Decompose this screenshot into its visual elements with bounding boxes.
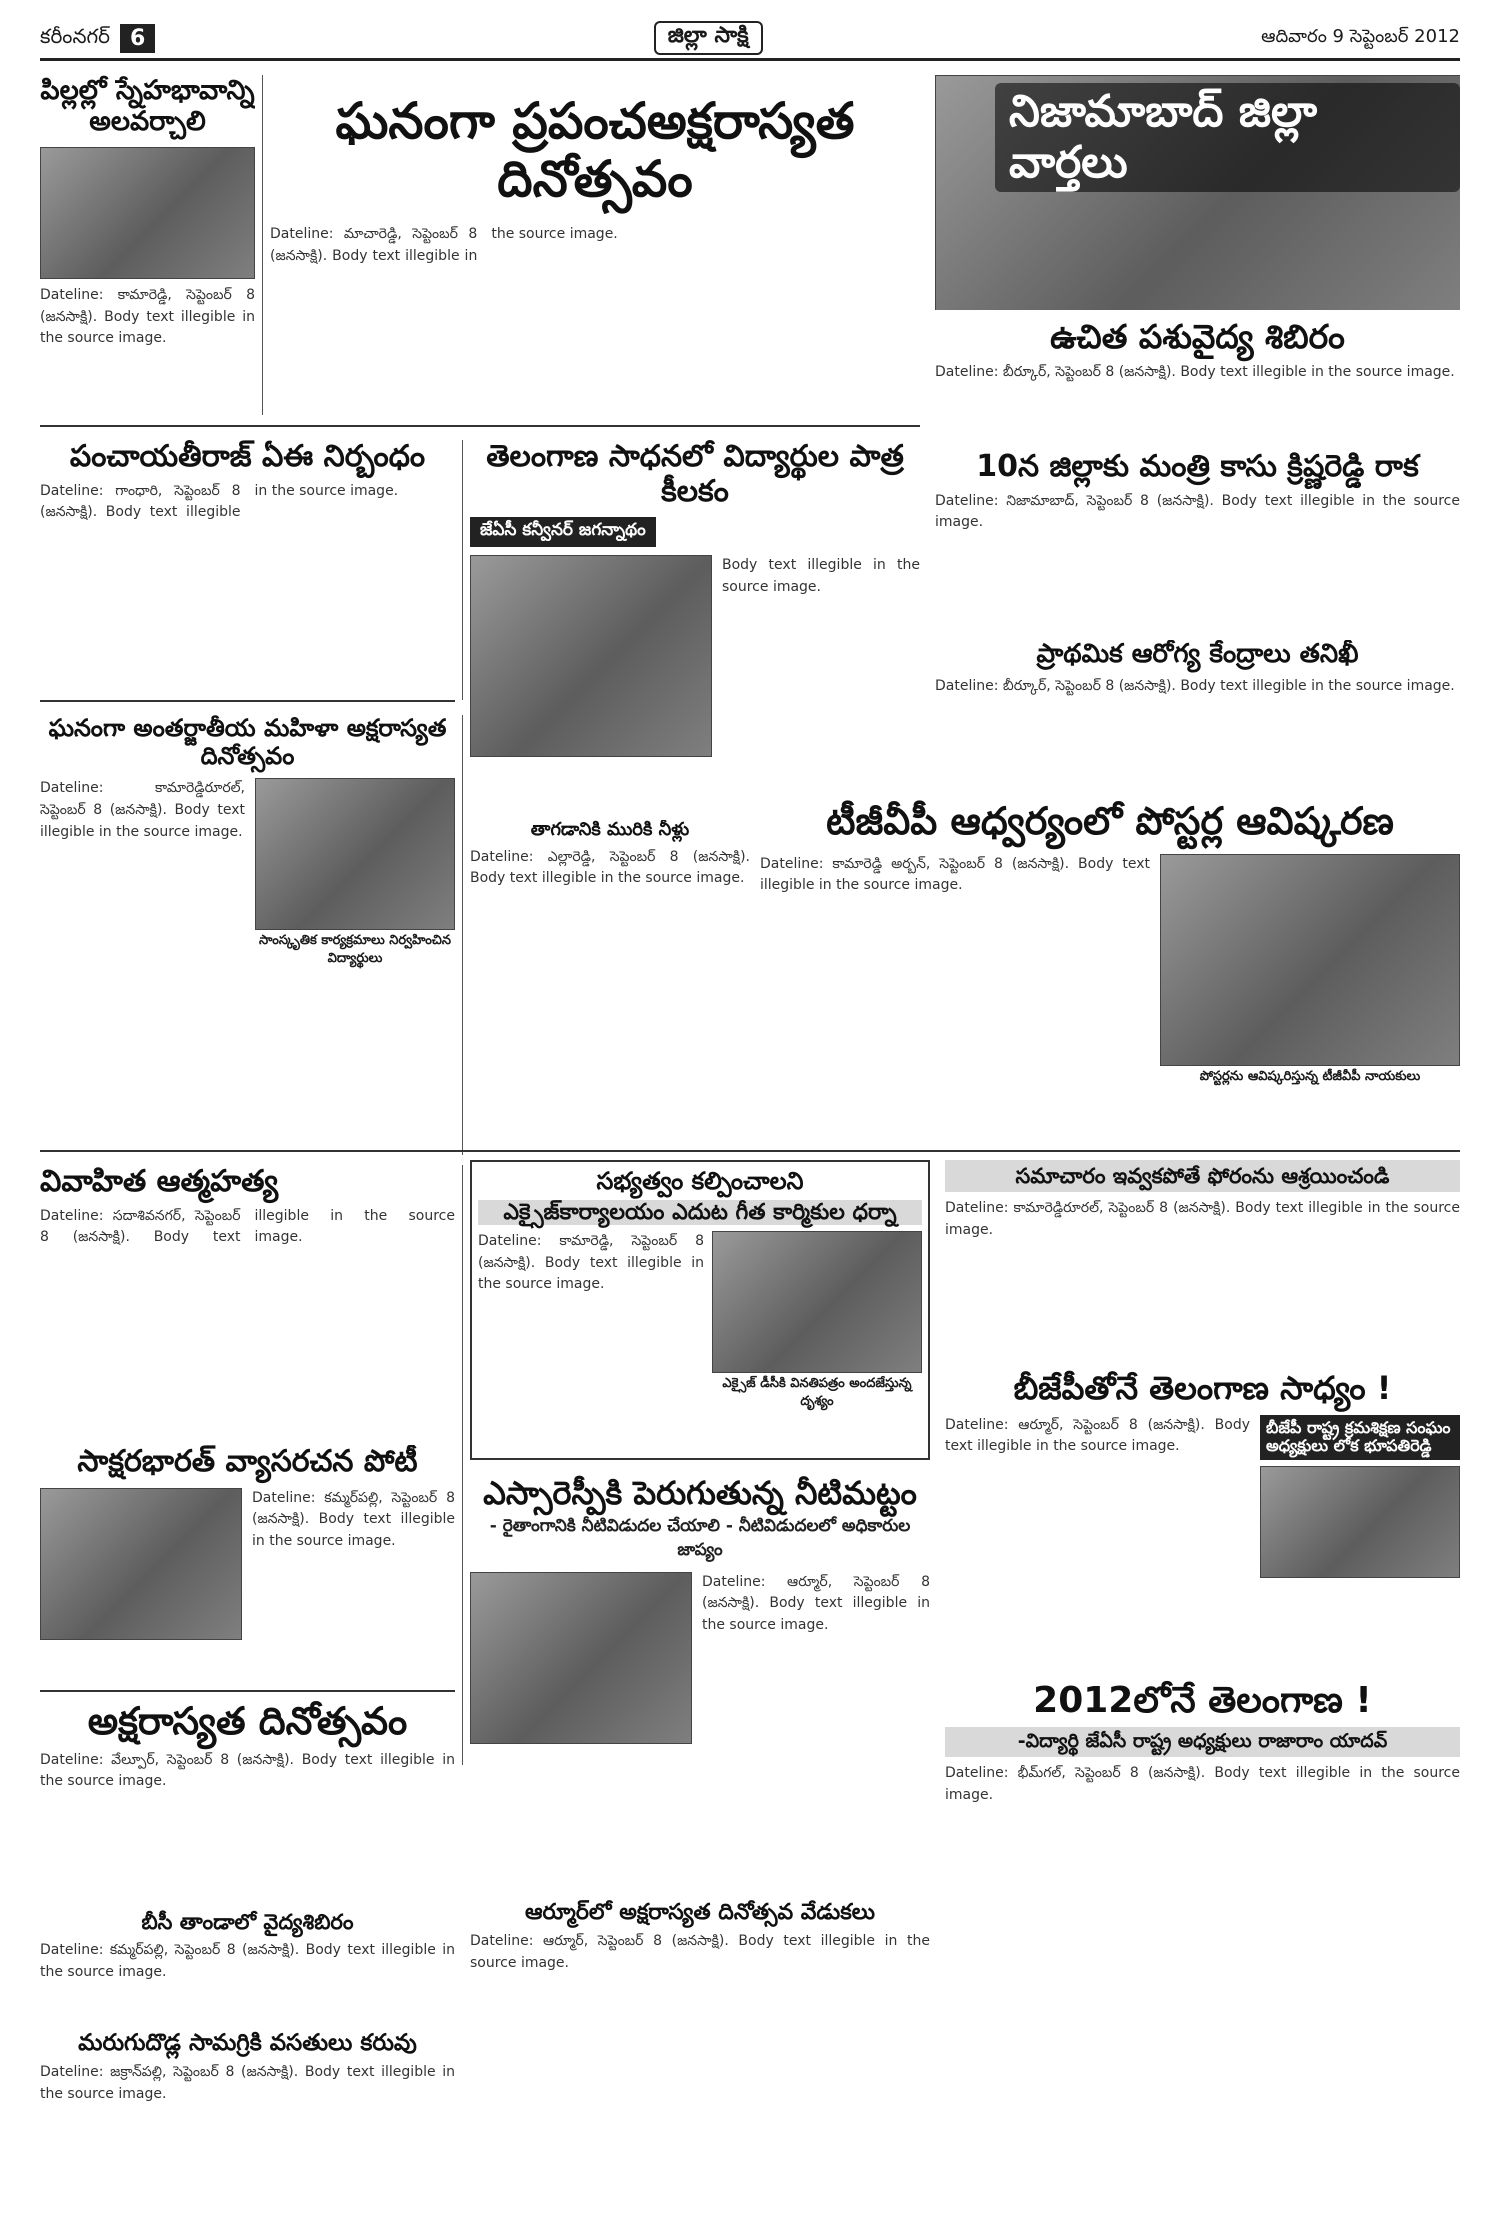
column-divider [462, 1165, 463, 1765]
article-bjp-telangana [945, 1370, 1460, 1670]
kicker: సభ్యత్వం కల్పించాలని [596, 1167, 804, 1195]
article-srsp-water [470, 1475, 930, 1885]
article-body: Dateline: బీర్కూర్, సెప్టెంబర్ 8 (జనసాక్షి). Body text illegible in the source image. [935, 363, 1455, 380]
photo-caption: పోస్టర్లను ఆవిష్కరిస్తున్న టీజీవీపీ నాయకులు [1199, 1068, 1421, 1084]
photo-caption: ఎక్సైజ్ డీసీకి వినతిపత్రం అందజేస్తున్న దృశ్యం [722, 1375, 912, 1409]
nizamabad-banner [935, 75, 1460, 310]
headline: ప్రాథమిక ఆరోగ్య కేంద్రాలు తనిఖీ [1036, 640, 1359, 669]
row-divider [40, 1690, 455, 1692]
photo [712, 1231, 922, 1373]
article-telangana-students [470, 440, 920, 810]
page-label: కరీంనగర్ [40, 23, 110, 48]
headline: సాక్షరభారత్ వ్యాసరచన పోటీ [77, 1445, 418, 1479]
article-body: Dateline: కామారెడ్డిరూరల్, సెప్టెంబర్ 8 (జనసాక్షి). Body text illegible in the source image. [945, 1200, 1460, 1238]
headline: వివాహిత ఆత్మహత్య [40, 1165, 279, 1199]
article-body: Dateline: సదాశివనగర్, సెప్టెంబర్ 8 (జనసాక్షి). Body text illegible in the source image. [40, 1207, 455, 1246]
sidebar-block [1260, 1415, 1460, 1578]
headline: సమాచారం ఇవ్వకపోతే ఫోరంను ఆశ్రయించండి [945, 1160, 1460, 1192]
photo [40, 1488, 242, 1640]
article-body: Dateline: మాచారెడ్డి, సెప్టెంబర్ 8 (జనసాక్షి). Body text illegible in the source image. [270, 226, 618, 264]
photo-block [255, 778, 455, 969]
headline: బీసీ తాండాలో వైద్యశిబిరం [141, 1910, 354, 1934]
photo [255, 778, 455, 930]
portrait-photo [1260, 1466, 1460, 1578]
photo-caption: సాంస్కృతిక కార్యక్రమాలు నిర్వహించిన విద్యార్థులు [259, 933, 451, 967]
article-tgvp-posters [760, 800, 1460, 1145]
page-number: 6 [120, 24, 155, 53]
headline: ఆర్మూర్‌లో అక్షరాస్యత దినోత్సవ వేడుకలు [524, 1900, 875, 1925]
headline: ఘనంగా అంతర్జాతీయ మహిళా అక్షరాస్యత దినోత్సవం [48, 715, 447, 770]
article-toilet-shortage [40, 2030, 455, 2200]
article-essay-contest [40, 1445, 455, 1680]
article-body: Dateline: ఎల్లారెడ్డి, సెప్టెంబర్ 8 (జనసాక్షి). Body text illegible in the source image. [470, 848, 750, 887]
headline: టీజీవీపీ ఆధ్వర్యంలో పోస్టర్ల ఆవిష్కరణ [826, 800, 1394, 843]
headline: అక్షరాస్యత దినోత్సవం [87, 1700, 408, 1743]
row-divider [40, 425, 920, 427]
photo-row [470, 555, 920, 757]
masthead [40, 18, 1460, 61]
sidebar-title: బీజేపీ రాష్ట్ర క్రమశిక్షణ సంఘం అధ్యక్షులు లోక భూపతిరెడ్డి [1260, 1415, 1460, 1460]
article-toddy-dharna [470, 1160, 930, 1460]
article-body: Dateline: కమ్మర్‌పల్లి, సెప్టెంబర్ 8 (జనసాక్షి). Body text illegible in the source image. [40, 1942, 455, 1980]
newspaper-logo: జిల్లా సాక్షి [654, 21, 763, 55]
content-row [40, 1488, 455, 1640]
content-row [470, 1572, 930, 1744]
headline: తాగడానికి మురికి నీళ్లు [530, 820, 690, 840]
edition-date: ఆదివారం 9 సెప్టెంబర్ 2012 [1261, 25, 1460, 47]
article-literacy-day-main [270, 75, 920, 415]
subhead-label: జేఏసీ కన్వీనర్ జగన్నాథం [470, 517, 656, 547]
headline: పిల్లల్లో స్నేహభావాన్ని అలవర్చాలి [40, 75, 255, 138]
photo [40, 147, 255, 279]
article-drinking-water [470, 820, 750, 1140]
article-body: Dateline: జక్రాన్‌పల్లి, సెప్టెంబర్ 8 (జనసాక్షి). Body text illegible in the source image. [40, 2064, 455, 2103]
row-divider [40, 1150, 1460, 1152]
article-body: Dateline: కమ్మర్‌పల్లి, సెప్టెంబర్ 8 (జనసాక్షి). Body text illegible in the source image. [252, 1489, 455, 1549]
article-body: Dateline: గాంధారి, సెప్టెంబర్ 8 (జనసాక్షి). Body text illegible in the source image. [40, 482, 399, 521]
headline: 10న జిల్లాకు మంత్రి కాసు క్రిష్ణరెడ్డి రాక [976, 450, 1419, 484]
article-suicide [40, 1165, 455, 1445]
column-divider [462, 440, 463, 700]
row-divider [40, 700, 455, 702]
article-womens-literacy [40, 715, 455, 1135]
article-body: Dateline: ఆర్మూర్, సెప్టెంబర్ 8 (జనసాక్షి). Body text illegible in the source image. [470, 1933, 930, 1971]
headline: పంచాయతీరాజ్ ఏఈ నిర్బంధం [69, 440, 426, 474]
article-body: Dateline: భీమ్‌గల్, సెప్టెంబర్ 8 (జనసాక్షి). Body text illegible in the source image. [945, 1765, 1460, 1803]
content-row [478, 1231, 922, 1412]
headline: ఉచిత పశువైద్య శిబిరం [1050, 318, 1345, 356]
content-row [760, 854, 1460, 1087]
article-body: Dateline: కామారెడ్డి, సెప్టెంబర్ 8 (జనసాక్షి). Body text illegible in the source image. [40, 287, 255, 347]
article-kids-love [40, 75, 255, 415]
headline: తెలంగాణ సాధనలో విద్యార్థుల పాత్ర కీలకం [486, 440, 904, 509]
column-divider [262, 75, 263, 415]
headline: ఎక్సైజ్‌కార్యాలయం ఎదుట గీత కార్మికుల ధర్నా [478, 1200, 922, 1225]
subhead: - రైతాంగానికి నీటివిడుదల చేయాలి - నీటివిడుదలలో అధికారుల జాప్యం [489, 1515, 911, 1560]
article-vet-camp [935, 318, 1460, 443]
photo [470, 1572, 692, 1744]
subhead: -విద్యార్థి జేఏసీ రాష్ట్ర అధ్యక్షులు రాజారాం యాదవ్ [945, 1727, 1460, 1757]
column-divider [462, 715, 463, 1155]
article-bc-thanda [40, 1910, 455, 2020]
headline: బీజేపీతోనే తెలంగాణ సాధ్యం ! [1013, 1370, 1392, 1407]
article-info-forum [945, 1160, 1460, 1360]
photo [1160, 854, 1460, 1066]
article-body: Dateline: నిజామాబాద్, సెప్టెంబర్ 8 (జనసాక్షి). Body text illegible in the source image. [935, 492, 1460, 531]
headline: ఎస్సారెస్పీకి పెరుగుతున్న నీటిమట్టం [483, 1475, 917, 1512]
article-body: Dateline: ఆర్మూర్, సెప్టెంబర్ 8 (జనసాక్షి). Body text illegible in the source image. [702, 1573, 930, 1634]
content-row [945, 1415, 1460, 1578]
article-body: Dateline: కామారెడ్డి అర్బన్, సెప్టెంబర్ 8 (జనసాక్షి). Body text illegible in the source image. [760, 855, 1150, 894]
article-body: Body text illegible in the source image. [722, 557, 920, 595]
headline: 2012లోనే తెలంగాణ ! [1033, 1680, 1372, 1721]
photo-block [712, 1231, 922, 1412]
page-label-group [40, 24, 155, 53]
headline: మరుగుదొడ్ల సామగ్రికి వసతులు కరువు [78, 2030, 417, 2056]
article-armoor-literacy [470, 1900, 930, 2200]
article-body: Dateline: బీర్కూర్, సెప్టెంబర్ 8 (జనసాక్షి). Body text illegible in the source image. [935, 677, 1455, 694]
article-literacy-day-2 [40, 1700, 455, 1900]
article-body: Dateline: వేల్పూర్, సెప్టెంబర్ 8 (జనసాక్షి). Body text illegible in the source image. [40, 1751, 455, 1790]
article-minister-visit [935, 450, 1460, 630]
article-phc-inspection [935, 640, 1460, 815]
article-telangana-2012 [945, 1680, 1460, 2200]
article-body: Dateline: కామారెడ్డి, సెప్టెంబర్ 8 (జనసాక్షి). Body text illegible in the source image. [478, 1232, 704, 1293]
article-body: Dateline: ఆర్మూర్, సెప్టెంబర్ 8 (జనసాక్షి). Body text illegible in the source image. [945, 1416, 1250, 1455]
headline: నిజామాబాద్ జిల్లా వార్తలు [995, 83, 1460, 192]
photo-block [1160, 854, 1460, 1087]
headline: ఘనంగా ప్రపంచఅక్షరాస్యత దినోత్సవం [335, 92, 855, 208]
article-panchayat [40, 440, 455, 675]
article-body: Dateline: కామారెడ్డిరూరల్, సెప్టెంబర్ 8 (జనసాక్షి). Body text illegible in the source image. [40, 780, 245, 840]
photo [470, 555, 712, 757]
content-row [40, 778, 455, 969]
